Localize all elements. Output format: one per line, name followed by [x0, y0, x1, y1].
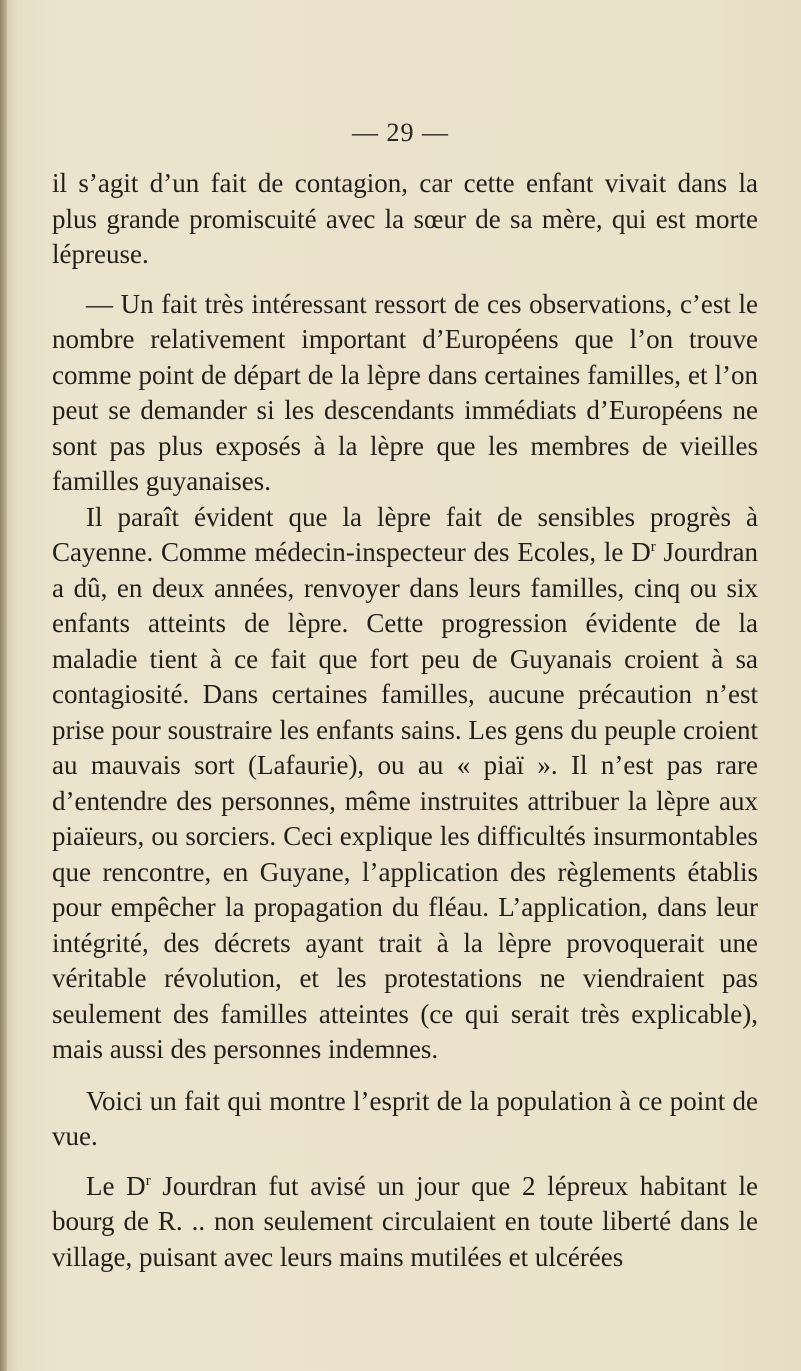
paragraph-1	[52, 166, 758, 273]
paragraph-4-text: Voici un fait qui montre l’esprit de la population à ce point de vue.	[52, 1085, 758, 1151]
paragraph-5-text-b: Jourdran fut avisé un jour que 2 lépreux habitant le bourg de R. .. non seulement circulaient en toute liberté dans le village, puisant avec leurs mains mutilées et ulcérées	[52, 1170, 758, 1272]
body-text	[52, 166, 758, 1275]
paragraph-3-text-a: Il paraît évident que la lèpre fait de sensibles progrès à Cayenne. Comme médecin-inspecteur des Ecoles, le D	[52, 501, 758, 567]
paragraph-2-text: — Un fait très intéressant ressort de ces observations, c’est le nombre relativement important d’Européens que l’on trouve comme point de départ de la lèpre dans certaines familles, et l’on peut se demander si les descendants immédiats d’Européens ne sont pas plus exposés à la lèpre que les membres de vieilles familles guyanaises.	[52, 288, 758, 496]
paragraph-1-text: il s’agit d’un fait de contagion, car cette enfant vivait dans la plus grande promiscuité avec la sœur de sa mère, qui est morte lépreuse.	[52, 168, 758, 269]
paragraph-4	[52, 1084, 758, 1155]
paragraph-5-superscript: r	[145, 1172, 151, 1189]
paragraph-5	[52, 1169, 758, 1276]
paragraph-3	[52, 500, 758, 1068]
page-number: — 29 —	[352, 118, 449, 147]
paragraph-3-superscript: r	[650, 539, 656, 555]
paragraph-2	[52, 287, 758, 500]
paragraph-3-text-b: Jourdran a dû, en deux années, renvoyer dans leurs familles, cinq ou six enfants atteints de lèpre. Cette progression évidente de la maladie tient à ce fait que fort peu de Guyanais croient à sa contagiosité. Dans certaines familles, aucune précaution n’est prise pour soustraire les enfants sains. Les gens du peuple croient au mauvais sort (Lafaurie), ou au « piaï ». Il n’est pas rare d’entendre des personnes, même instruites attribuer la lèpre aux piaïeurs, ou sorciers. Ceci explique les difficultés insurmontables que rencontre, en Guyane, l’application des règlements établis pour empêcher la propagation du fléau. L’application, dans leur intégrité, des décrets ayant trait à la lèpre provoquerait une véritable révolution, et les protestations ne viendraient pas seulement des familles atteintes (ce qui serait très explicable), mais aussi des personnes indemnes.	[52, 537, 758, 1064]
page-spine-shadow	[0, 0, 7, 1371]
paragraph-5-text-a: Le D	[86, 1170, 146, 1201]
